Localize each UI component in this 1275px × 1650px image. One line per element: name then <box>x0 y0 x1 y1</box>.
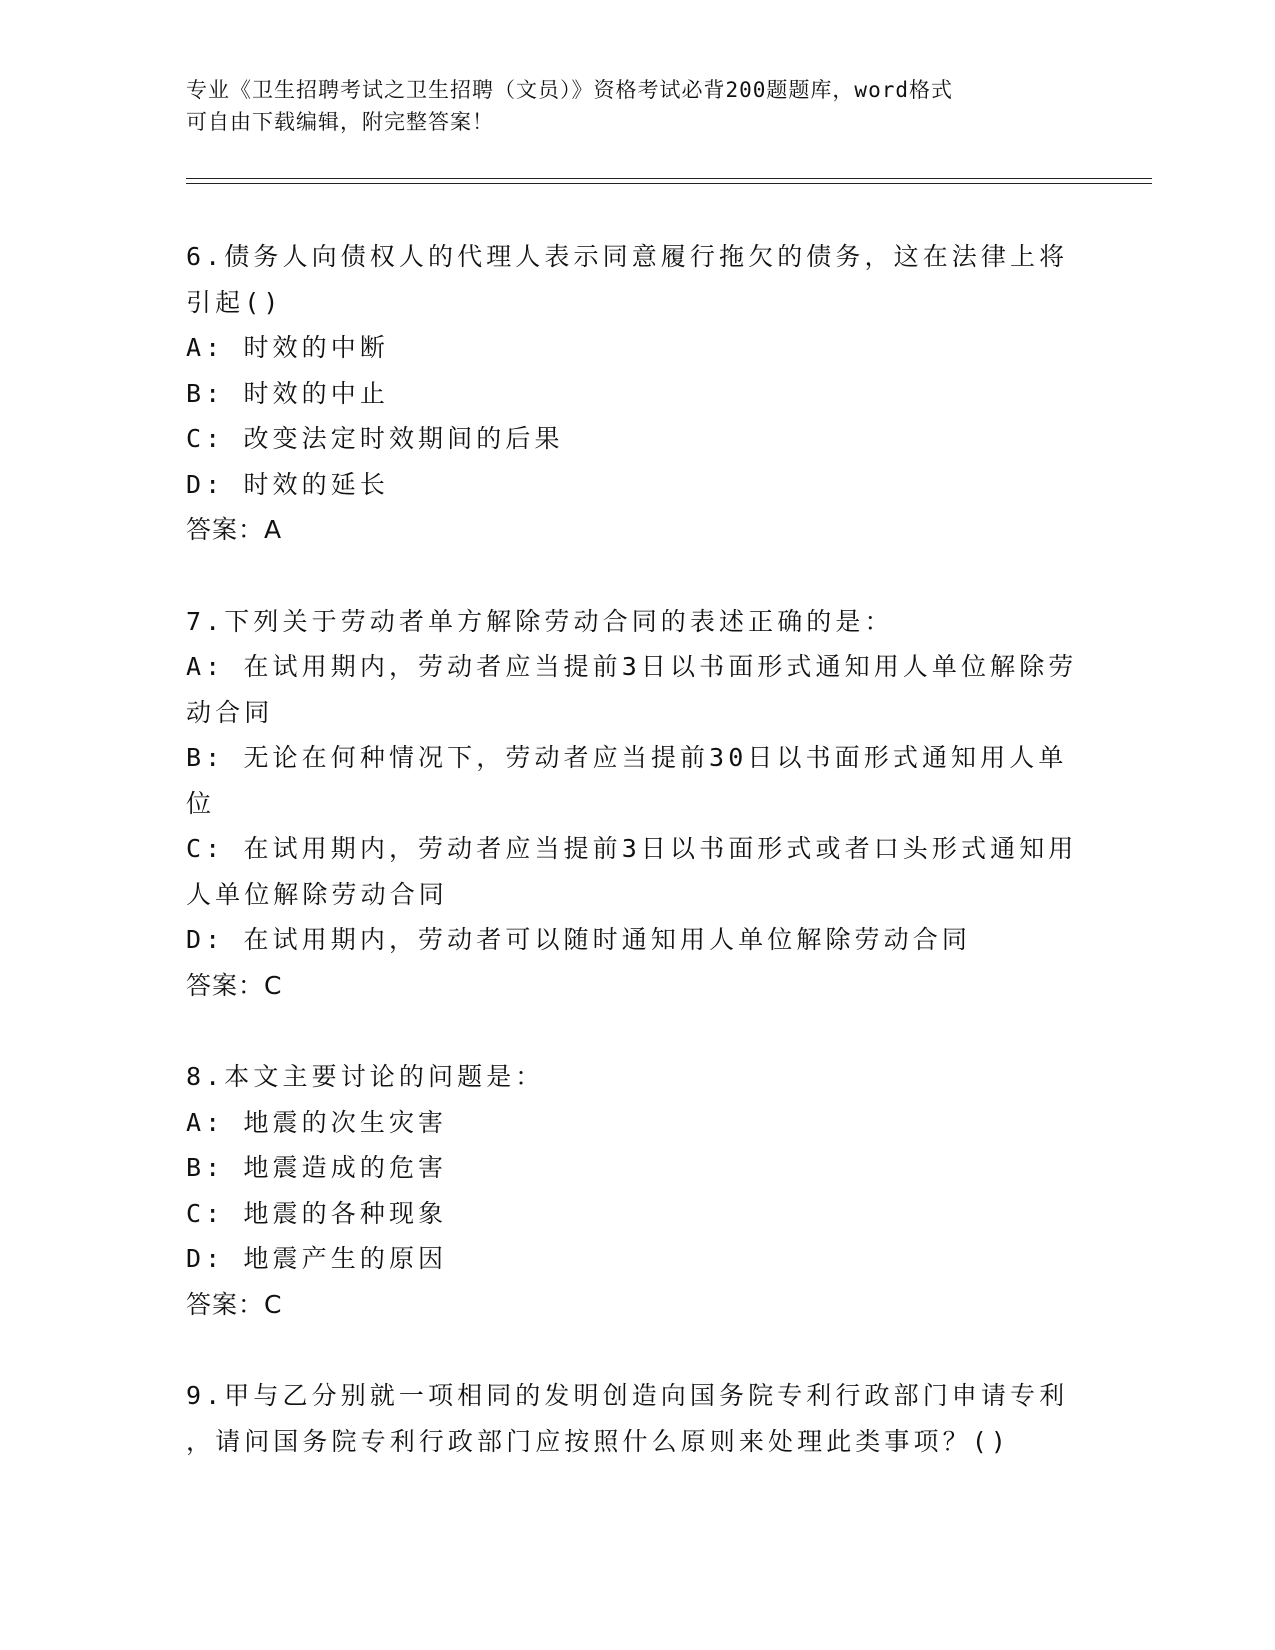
option-d: D: 地震产生的原因 <box>186 1244 448 1273</box>
question-7 <box>186 599 1086 1009</box>
option-d: D: 在试用期内，劳动者可以随时通知用人单位解除劳动合同 <box>186 925 971 954</box>
answer-label: 答案：C <box>186 970 283 1000</box>
option-c: C: 在试用期内，劳动者应当提前3日以书面形式或者口头形式通知用 <box>186 834 1078 863</box>
document-header <box>186 74 1066 138</box>
option-c: C: 改变法定时效期间的后果 <box>186 424 564 453</box>
option-c: C: 地震的各种现象 <box>186 1198 448 1228</box>
question-stem-line: 8.本文主要讨论的问题是： <box>186 1062 545 1091</box>
question-stem-line: 7.下列关于劳动者单方解除劳动合同的表述正确的是： <box>186 606 894 636</box>
header-divider-top <box>186 178 1152 179</box>
option-b: B: 无论在何种情况下，劳动者应当提前30日以书面形式通知用人单 <box>186 743 1068 772</box>
question-stem-line: 引起() <box>186 287 283 317</box>
question-stem-line: ，请问国务院专利行政部门应按照什么原则来处理此类事项？() <box>186 1426 1011 1456</box>
question-8 <box>186 1054 1086 1327</box>
question-9 <box>186 1373 1086 1464</box>
option-c-continued: 人单位解除劳动合同 <box>186 879 448 909</box>
option-a: A: 时效的中断 <box>186 333 389 362</box>
option-b-continued: 位 <box>186 788 216 818</box>
header-line-1: 专业《卫生招聘考试之卫生招聘（文员）》资格考试必背200题题库，word格式 <box>186 78 953 102</box>
question-list <box>186 234 1086 1510</box>
option-a-continued: 动合同 <box>186 697 274 727</box>
question-stem-line: 9.甲与乙分别就一项相同的发明创造向国务院专利行政部门申请专利 <box>186 1381 1069 1410</box>
header-divider-bottom <box>186 183 1152 184</box>
answer-label: 答案：A <box>186 515 283 544</box>
header-line-2: 可自由下载编辑，附完整答案！ <box>186 110 494 134</box>
option-a: A: 地震的次生灾害 <box>186 1107 448 1137</box>
question-6 <box>186 234 1086 553</box>
option-b: B: 时效的中止 <box>186 378 389 408</box>
answer-label: 答案：C <box>186 1289 283 1319</box>
option-b: B: 地震造成的危害 <box>186 1153 448 1182</box>
option-d: D: 时效的延长 <box>186 469 389 499</box>
question-stem-line: 6.债务人向债权人的代理人表示同意履行拖欠的债务，这在法律上将 <box>186 242 1069 271</box>
option-a: A: 在试用期内，劳动者应当提前3日以书面形式通知用人单位解除劳 <box>186 652 1078 681</box>
